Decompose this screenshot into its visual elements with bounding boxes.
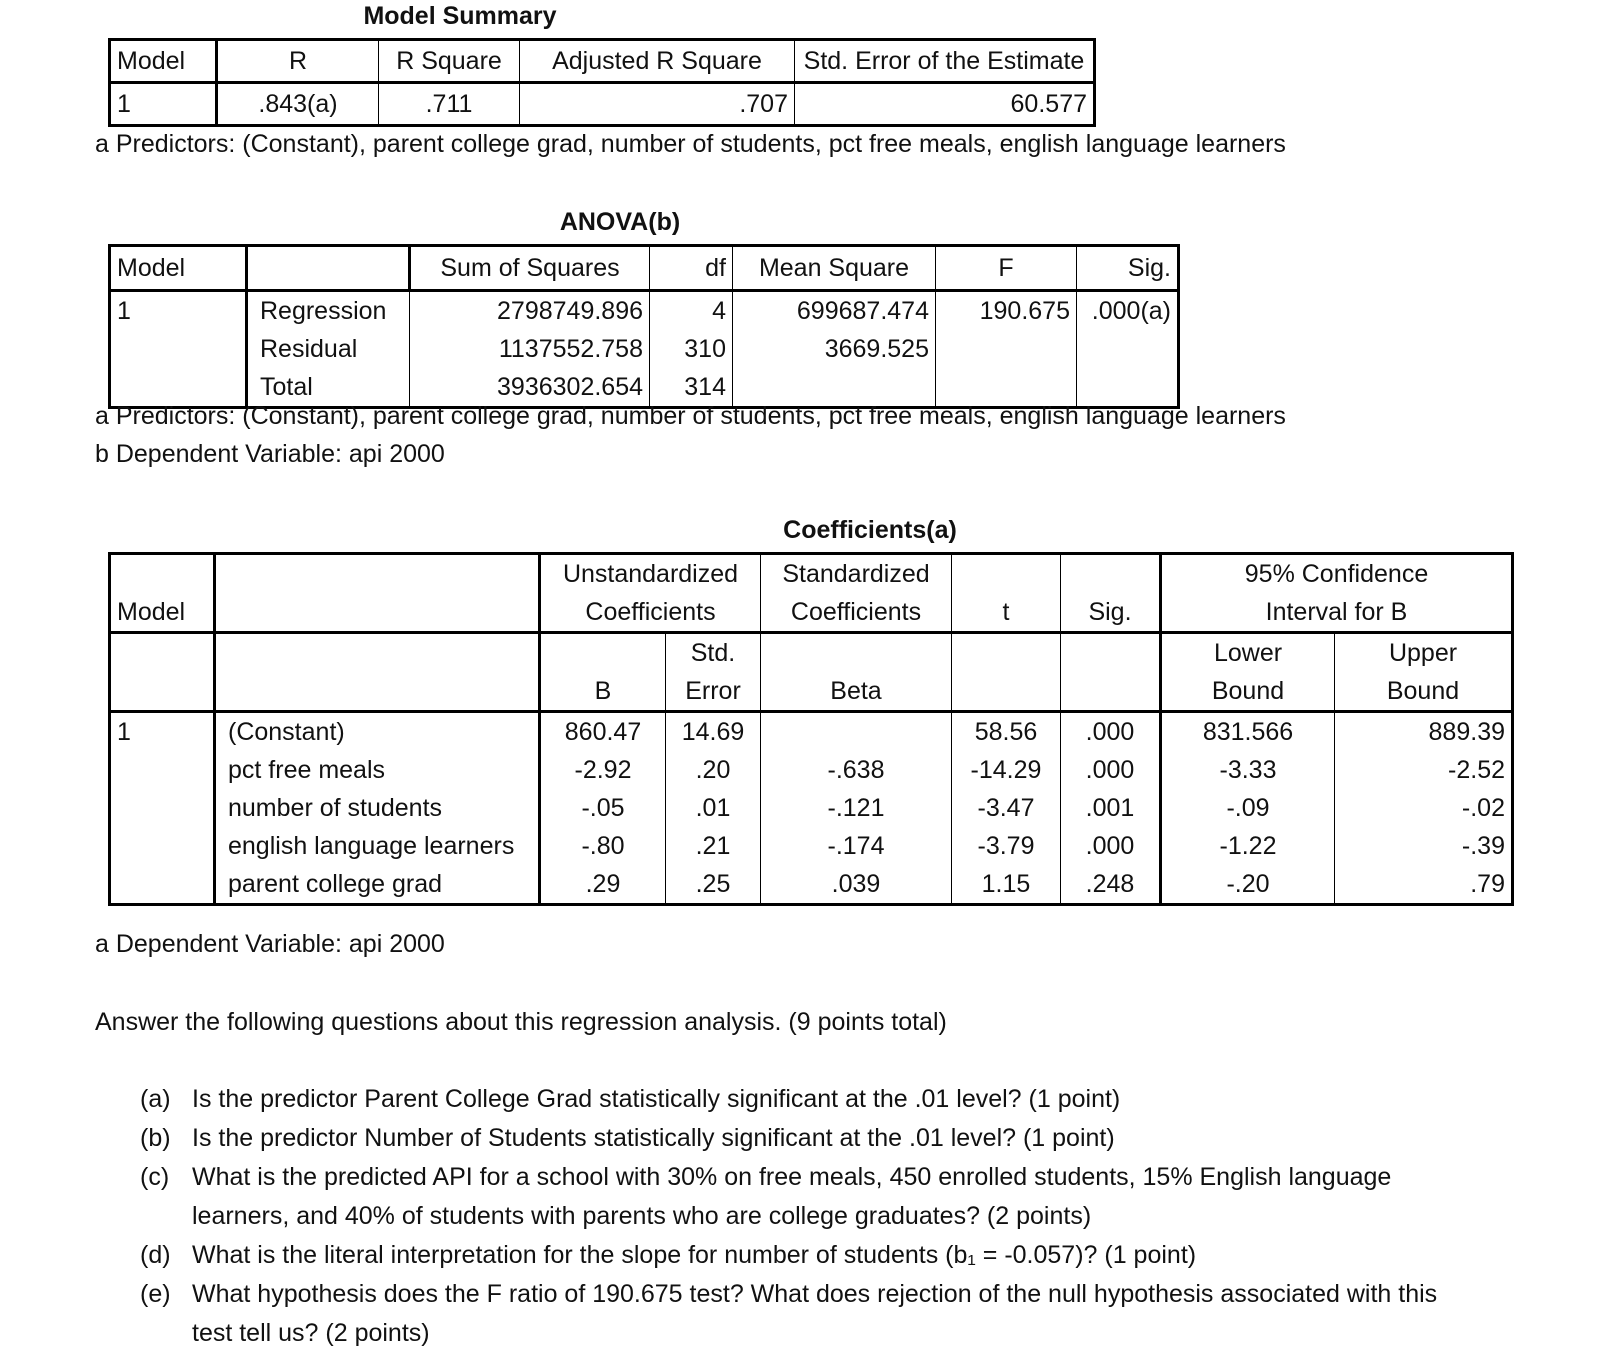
- anova-header-ms: Mean Square: [733, 246, 936, 291]
- coefficients-table: [108, 552, 1514, 906]
- coef-cell-model: 1: [110, 712, 215, 752]
- coef-cell-upper: -2.52: [1448, 755, 1505, 784]
- question-text: Is the predictor Parent College Grad statistically significant at the .01 level? (1 point): [192, 1085, 1121, 1113]
- coef-row-label: parent college grad: [215, 865, 540, 905]
- coef-cell-b: -.80: [540, 827, 666, 865]
- anova-header-sig: Sig.: [1077, 246, 1179, 291]
- coef-cell-t: -14.29: [952, 751, 1061, 789]
- anova-cell-df: 310: [650, 330, 733, 368]
- coef-cell-sig: .000: [1061, 827, 1161, 865]
- coef-cell-upper: 889.39: [1428, 717, 1505, 746]
- coef-header-t: t: [952, 593, 1061, 633]
- anova-cell-sig: .000(a): [1091, 296, 1171, 325]
- coef-cell-sig: .000: [1061, 751, 1161, 789]
- anova-cell-sig: [1077, 330, 1179, 368]
- question-item: [140, 1158, 1482, 1236]
- coef-cell-lower: -1.22: [1161, 827, 1335, 865]
- coef-header-std-2: Coefficients: [761, 593, 952, 633]
- anova-header-ss: Sum of Squares: [410, 246, 650, 291]
- anova-cell-ss: 1137552.758: [410, 330, 650, 368]
- anova-footnote-b: b Dependent Variable: api 2000: [95, 440, 445, 468]
- coef-header-sig: Sig.: [1061, 593, 1161, 633]
- model-summary-table: [108, 38, 1096, 127]
- coef-cell-beta: .039: [761, 865, 952, 905]
- coef-header-beta: Beta: [761, 672, 952, 712]
- coef-cell-t: -3.79: [952, 827, 1061, 865]
- anova-cell-df: 314: [650, 368, 733, 408]
- coef-header-b: B: [540, 672, 666, 712]
- coef-cell-lower: -.20: [1161, 865, 1335, 905]
- question-item: [140, 1236, 1482, 1275]
- ms-header-r-square: R Square: [379, 40, 520, 83]
- question-label: (e): [140, 1280, 171, 1308]
- coef-header-ci: 95% Confidence: [1244, 559, 1429, 588]
- coef-cell-beta: [761, 712, 952, 752]
- coef-cell-b: .29: [540, 865, 666, 905]
- coefficients-title: Coefficients(a): [783, 516, 957, 544]
- coef-header-unstd: Unstandardized: [540, 554, 761, 594]
- coef-header-lower: Lower: [1161, 633, 1335, 673]
- instructions-text: Answer the following questions about this regression analysis. (9 points total): [95, 1008, 947, 1036]
- question-label: (c): [140, 1163, 170, 1191]
- coef-cell-sig: .248: [1061, 865, 1161, 905]
- anova-row-label: Total: [247, 368, 410, 408]
- coef-cell-upper: -.02: [1461, 793, 1505, 822]
- ms-cell-std-error: 60.577: [1010, 89, 1087, 118]
- coef-header-unstd-2: Coefficients: [540, 593, 761, 633]
- coef-cell-se: .21: [666, 827, 761, 865]
- coef-row-label: (Constant): [215, 712, 540, 752]
- model-summary-table-wrap: [108, 38, 1096, 127]
- anova-cell-model: 1: [110, 291, 247, 331]
- question-text: What is the predicted API for a school with 30% on free meals, 450 enrolled students, 15% English language learners, and 40% of students with parents who are college graduates? (2 points): [192, 1163, 1392, 1230]
- anova-cell-ss: 3936302.654: [410, 368, 650, 408]
- coef-cell-se: 14.69: [666, 712, 761, 752]
- coef-cell-se: .01: [666, 789, 761, 827]
- model-summary-footnote: a Predictors: (Constant), parent college grad, number of students, pct free meals, english language learners: [95, 130, 1286, 158]
- coef-cell-lower: -.09: [1161, 789, 1335, 827]
- anova-cell-ss: 2798749.896: [410, 291, 650, 331]
- coef-cell-t: -3.47: [952, 789, 1061, 827]
- ms-header-model: Model: [110, 40, 217, 83]
- anova-cell-ms: 699687.474: [733, 291, 936, 331]
- ms-header-r: R: [217, 40, 379, 83]
- anova-header-df: df: [650, 246, 733, 291]
- coef-cell-se: .25: [666, 865, 761, 905]
- coefficients-footnote: a Dependent Variable: api 2000: [95, 930, 445, 958]
- question-item: [140, 1275, 1482, 1353]
- ms-cell-adj-r-square: .707: [520, 83, 795, 126]
- coef-header-se-2: Error: [666, 672, 761, 712]
- question-text: What hypothesis does the F ratio of 190.675 test? What does rejection of the null hypothesis associated with this test tell us? (2 points): [192, 1280, 1438, 1347]
- coef-cell-sig: .001: [1061, 789, 1161, 827]
- coef-cell-sig: .000: [1061, 712, 1161, 752]
- coef-row-label: english language learners: [215, 827, 540, 865]
- ms-header-std-error: Std. Error of the Estimate: [795, 40, 1095, 83]
- question-item: [140, 1119, 1482, 1158]
- anova-row-label: Residual: [247, 330, 410, 368]
- coef-header-upper-2: Bound: [1335, 672, 1513, 712]
- coef-cell-beta: -.638: [761, 751, 952, 789]
- coef-cell-upper: .79: [1470, 869, 1505, 898]
- coef-row-label: number of students: [215, 789, 540, 827]
- coef-cell-beta: -.121: [761, 789, 952, 827]
- coef-cell-se: .20: [666, 751, 761, 789]
- coef-header-se: Std.: [666, 633, 761, 673]
- coef-cell-beta: -.174: [761, 827, 952, 865]
- anova-footnote-a: a Predictors: (Constant), parent college grad, number of students, pct free meals, english language learners: [95, 402, 1286, 430]
- coef-header-lower-2: Bound: [1161, 672, 1335, 712]
- anova-title: ANOVA(b): [559, 208, 681, 236]
- anova-row-label: Regression: [247, 291, 410, 331]
- coef-header-model: Model: [110, 593, 215, 633]
- question-item: [140, 1080, 1482, 1119]
- anova-cell-f: [936, 330, 1077, 368]
- anova-cell-df: 4: [650, 291, 733, 331]
- coef-cell-b: -.05: [540, 789, 666, 827]
- question-label: (b): [140, 1124, 171, 1152]
- coef-cell-lower: -3.33: [1161, 751, 1335, 789]
- question-text: Is the predictor Number of Students statistically significant at the .01 level? (1 point): [192, 1124, 1115, 1152]
- coef-cell-t: 58.56: [952, 712, 1061, 752]
- question-label: (a): [140, 1085, 171, 1113]
- anova-cell-f: 190.675: [936, 291, 1077, 331]
- question-text: What is the literal interpretation for the slope for number of students (b₁ = -0.057)? (1 point): [192, 1241, 1197, 1269]
- coef-cell-t: 1.15: [952, 865, 1061, 905]
- question-list: [140, 1080, 1482, 1353]
- coef-header-ci-2: Interval for B: [1161, 593, 1513, 633]
- anova-header-f: F: [936, 246, 1077, 291]
- coef-cell-lower: 831.566: [1161, 712, 1335, 752]
- model-summary-title: Model Summary: [363, 2, 557, 30]
- coef-header-upper: Upper: [1388, 638, 1458, 667]
- coefficients-table-wrap: [108, 552, 1514, 906]
- ms-header-adj-r-square: Adjusted R Square: [520, 40, 795, 83]
- anova-cell-ms: 3669.525: [733, 330, 936, 368]
- ms-cell-r: .843(a): [217, 83, 379, 126]
- ms-cell-model: 1: [110, 83, 217, 126]
- coef-cell-b: 860.47: [540, 712, 666, 752]
- ms-cell-r-square: .711: [379, 83, 520, 126]
- coef-row-label: pct free meals: [215, 751, 540, 789]
- question-label: (d): [140, 1241, 171, 1269]
- anova-header-blank: [247, 246, 410, 291]
- anova-header-model: Model: [110, 246, 247, 291]
- coef-header-std: Standardized: [761, 554, 952, 594]
- coef-cell-b: -2.92: [540, 751, 666, 789]
- anova-table: [108, 244, 1180, 409]
- coef-cell-upper: -.39: [1461, 831, 1505, 860]
- anova-table-wrap: [108, 244, 1180, 409]
